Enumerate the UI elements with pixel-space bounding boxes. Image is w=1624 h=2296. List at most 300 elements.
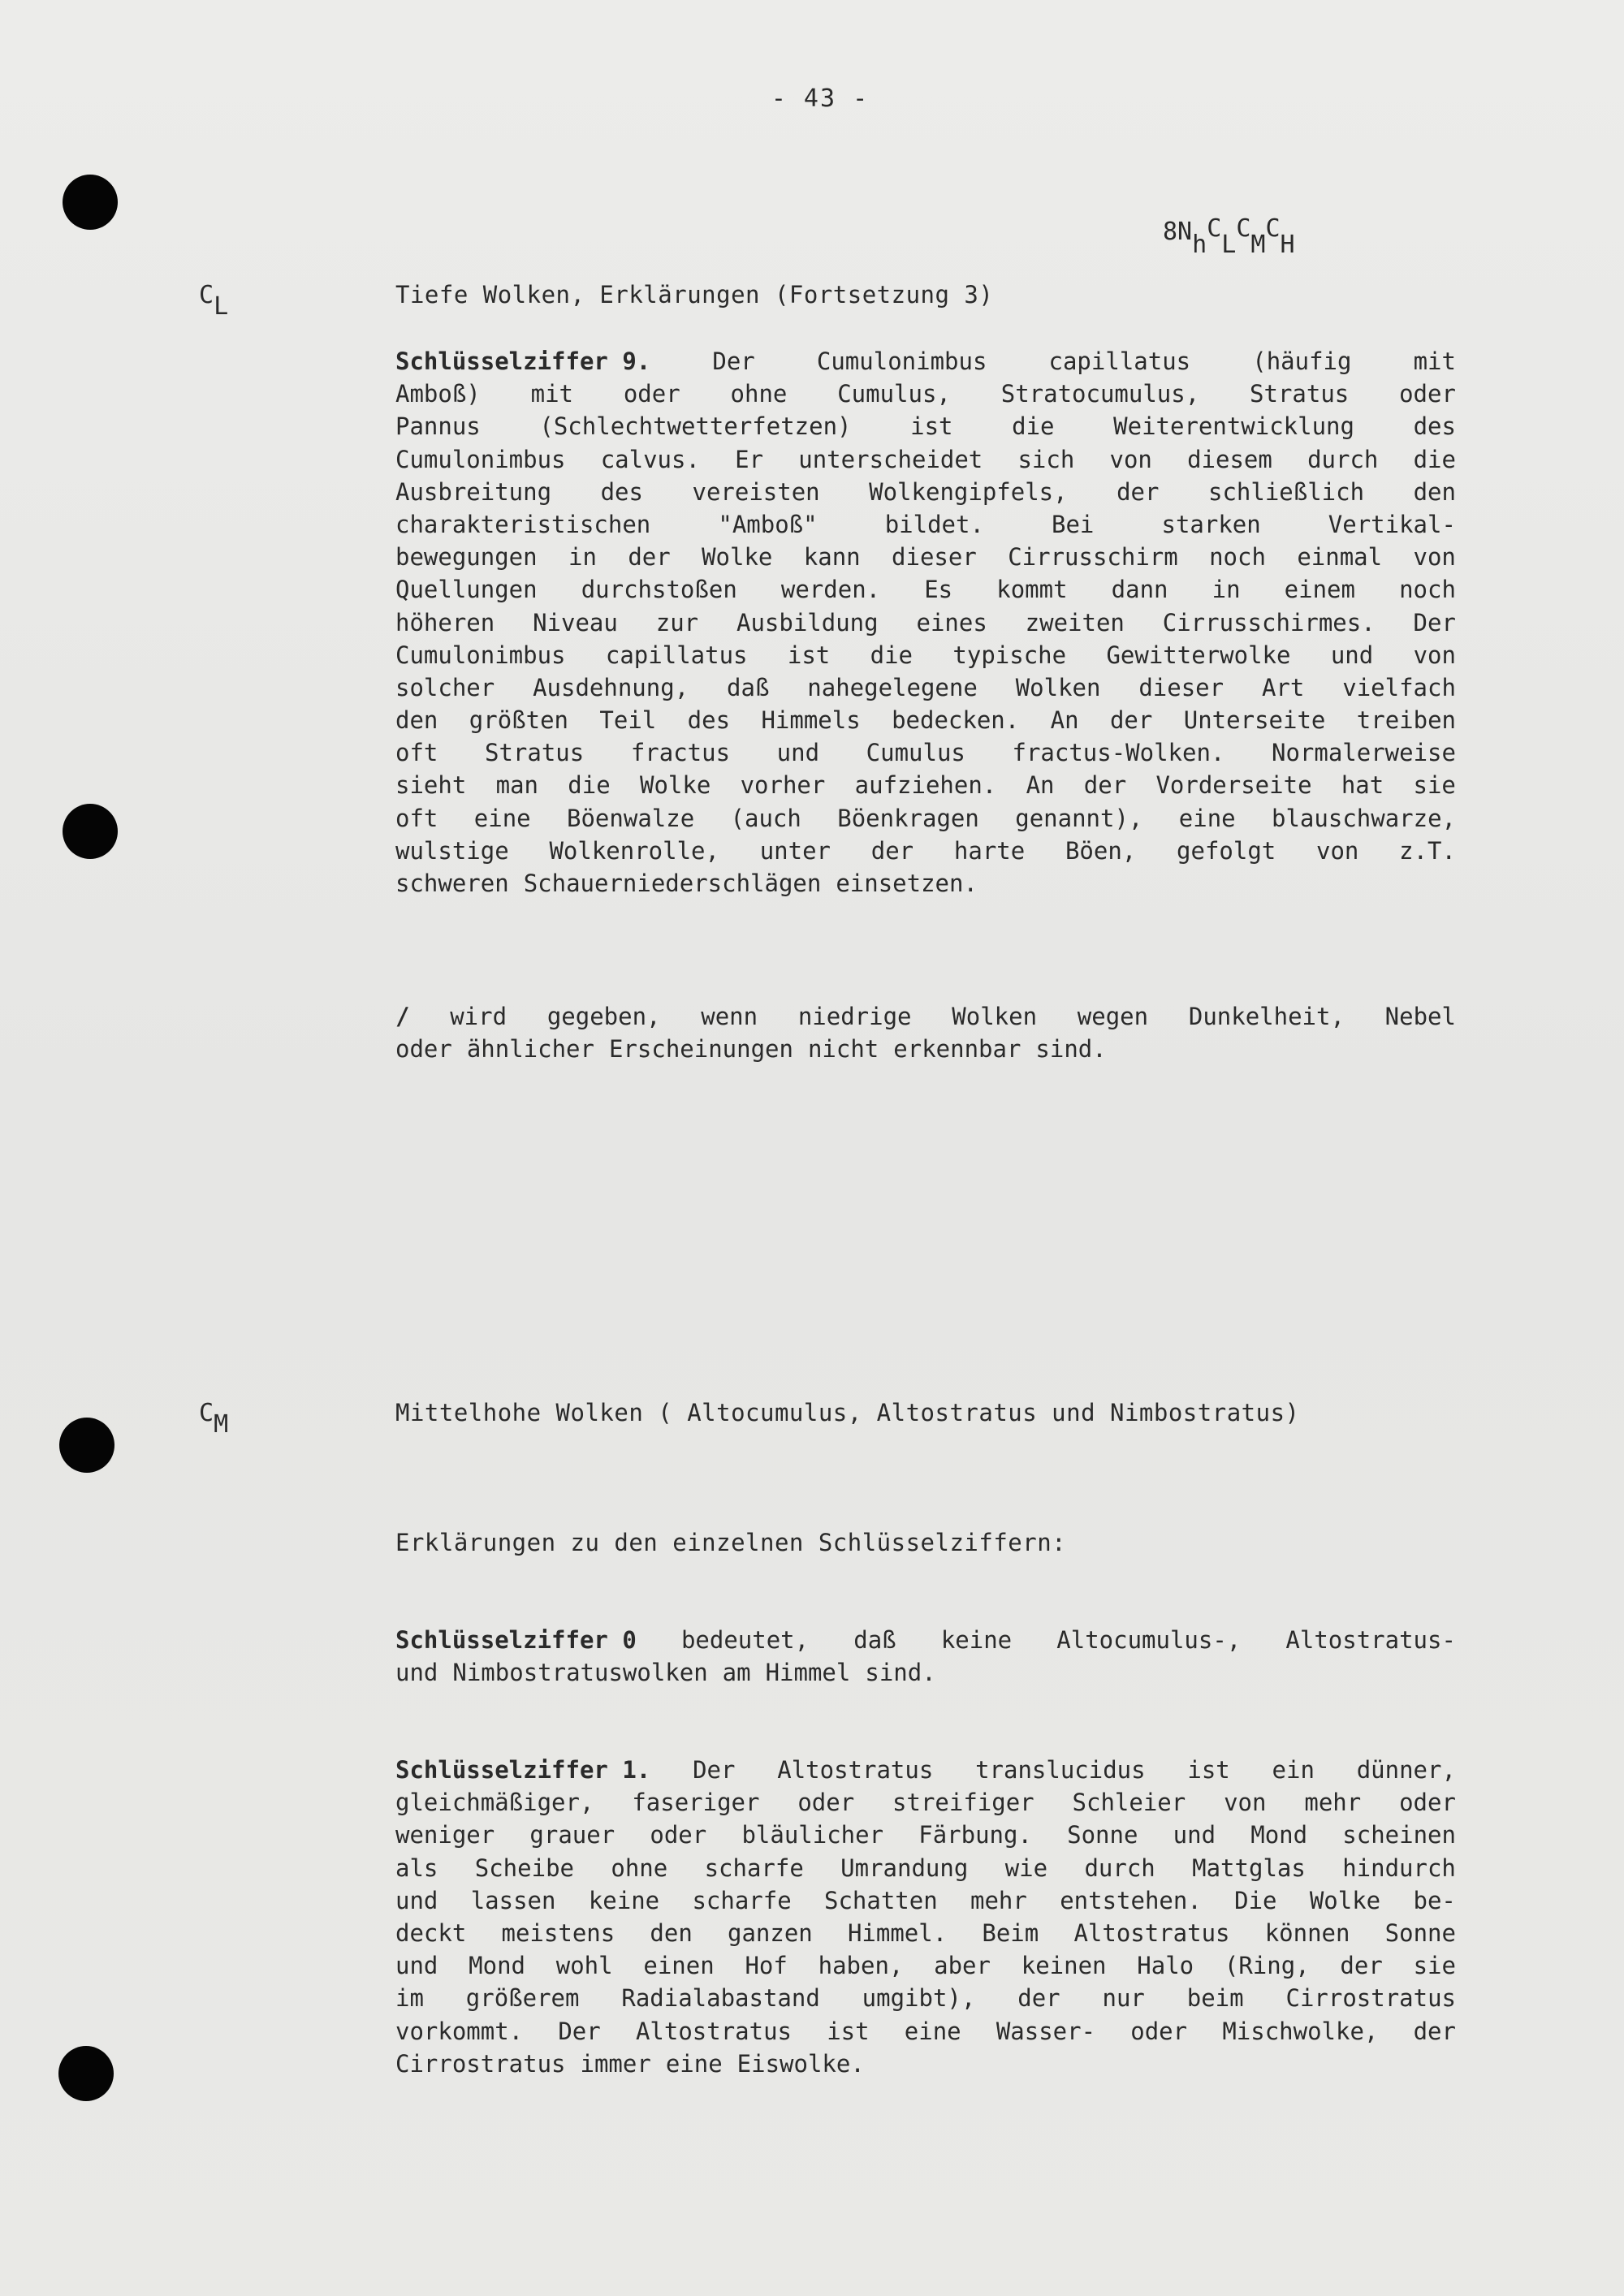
key1-word: Sonne bbox=[1067, 1821, 1138, 1849]
key0-word: daß bbox=[853, 1626, 896, 1654]
slash-word: erkennbar bbox=[893, 1035, 1021, 1064]
key9-word: des bbox=[1413, 412, 1456, 441]
key9-word: der bbox=[1083, 771, 1127, 800]
slash-word: Wolken bbox=[952, 1003, 1038, 1030]
key9-word: bedecken. bbox=[892, 706, 1020, 735]
key9-word: genannt), bbox=[1015, 804, 1143, 832]
slash-line bbox=[395, 1000, 1456, 1033]
key9-word: schweren bbox=[395, 870, 509, 897]
key1-line bbox=[395, 1786, 1456, 1819]
key1-word: wie bbox=[1004, 1854, 1048, 1882]
key1-word: lassen bbox=[470, 1886, 556, 1914]
key1-word: translucidus bbox=[975, 1756, 1146, 1784]
key9-word: fractus bbox=[630, 739, 731, 767]
heading-cl: Tiefe Wolken, Erklärungen (Fortsetzung 3) bbox=[395, 281, 994, 309]
slash-line bbox=[395, 1033, 1456, 1065]
key9-word: Pannus bbox=[395, 412, 481, 441]
key9-word: Himmels bbox=[761, 706, 861, 735]
key9-word: in bbox=[1212, 576, 1241, 604]
key9-word: blauschwarze, bbox=[1272, 804, 1456, 832]
key1-word: Beim bbox=[982, 1918, 1039, 1947]
key9-line bbox=[395, 345, 1456, 378]
key9-word: einmal bbox=[1297, 543, 1383, 572]
key9-word: noch bbox=[1209, 543, 1266, 572]
key9-word: sieht bbox=[395, 771, 467, 800]
key0-keyword: Schlüsselziffer 0 bbox=[395, 1626, 637, 1654]
margin-label-cm bbox=[199, 1399, 229, 1439]
key9-word: Cumulonimbus bbox=[816, 347, 987, 375]
key1-word: der bbox=[1017, 1984, 1060, 2013]
key1-line bbox=[395, 1754, 1456, 1786]
key9-word: (auch bbox=[730, 804, 801, 832]
key9-word: Ausbreitung bbox=[395, 477, 552, 506]
key1-word: und bbox=[395, 1952, 438, 1980]
key1-word: Cirrostratus bbox=[395, 2049, 566, 2078]
key9-line bbox=[395, 835, 1456, 867]
key9-word: des bbox=[687, 706, 731, 735]
key9-word: Unterseite bbox=[1183, 706, 1326, 735]
key9-line bbox=[395, 573, 1456, 606]
key1-word: Radialabastand bbox=[621, 1984, 820, 2013]
key1-line bbox=[395, 1819, 1456, 1851]
key9-word: die bbox=[1413, 445, 1456, 473]
margin-label-cm-sub: M bbox=[214, 1410, 229, 1439]
key9-word: nahegelegene bbox=[807, 673, 978, 701]
key0-word: am bbox=[722, 1659, 751, 1687]
key9-word: Amboß) bbox=[395, 380, 481, 408]
key9-line bbox=[395, 476, 1456, 508]
key1-word: Sonne bbox=[1384, 1918, 1456, 1947]
margin-label-cl-sub: L bbox=[214, 292, 229, 321]
key1-word: Umrandung bbox=[840, 1854, 969, 1882]
key1-line bbox=[395, 1949, 1456, 1982]
code-c3: C bbox=[1265, 214, 1281, 243]
key9-word: Teil bbox=[599, 706, 657, 735]
key9-word: schließlich bbox=[1208, 477, 1365, 506]
key1-word: scharfe bbox=[704, 1854, 804, 1882]
key1-word: entstehen. bbox=[1060, 1886, 1202, 1914]
key9-word: Normalerweise bbox=[1272, 739, 1456, 767]
key9-word: diesem bbox=[1187, 445, 1272, 473]
key9-word: dann bbox=[1111, 576, 1168, 604]
key9-word: dieser bbox=[892, 543, 977, 572]
key1-word: Altostratus bbox=[635, 2017, 792, 2045]
key9-word: An bbox=[1026, 771, 1055, 800]
key0-word: Altostratus- bbox=[1285, 1626, 1456, 1654]
key1-word: Scheibe bbox=[474, 1854, 574, 1882]
slash-word: Erscheinungen bbox=[608, 1035, 793, 1064]
key1-word: umgibt), bbox=[862, 1984, 976, 2013]
key1-word: beim bbox=[1186, 1984, 1244, 2013]
key9-word: capillatus bbox=[1048, 347, 1191, 375]
key0-word: keine bbox=[940, 1626, 1013, 1654]
key1-word: einen bbox=[643, 1952, 715, 1980]
punch-hole-1 bbox=[63, 175, 118, 230]
key1-word: Mischwolke, bbox=[1222, 2017, 1379, 2045]
key1-word: durch bbox=[1084, 1854, 1155, 1882]
key1-line bbox=[395, 2048, 1456, 2080]
key9-word: aufziehen. bbox=[854, 771, 997, 800]
key9-word: mit bbox=[530, 380, 573, 408]
key1-word: dünner, bbox=[1356, 1756, 1456, 1784]
key9-word: kann bbox=[803, 543, 861, 572]
key9-word: eine bbox=[473, 804, 531, 832]
key1-word: nur bbox=[1102, 1984, 1145, 2013]
key9-line bbox=[395, 606, 1456, 639]
code-sub-h: h bbox=[1192, 231, 1207, 259]
key9-word: Stratocumulus, bbox=[1000, 380, 1200, 408]
key1-word: von bbox=[1224, 1789, 1267, 1817]
key1-word: Der bbox=[693, 1756, 736, 1784]
key1-word: mehr bbox=[1304, 1789, 1362, 1817]
key9-word: unterscheidet bbox=[798, 445, 983, 473]
key1-word: Wolke bbox=[1309, 1886, 1381, 1914]
key1-word: keinen bbox=[1021, 1952, 1107, 1980]
key9-word: Böenwalze bbox=[567, 804, 695, 832]
key1-word: ganzen bbox=[728, 1918, 813, 1947]
key9-word: Schauerniederschlägen bbox=[523, 870, 822, 897]
key9-word: sich bbox=[1017, 445, 1075, 473]
key1-word: Mattglas bbox=[1192, 1854, 1306, 1882]
key9-word: starken bbox=[1161, 510, 1261, 538]
key1-word: Altostratus bbox=[1073, 1918, 1230, 1947]
key9-word: Ausbildung bbox=[736, 608, 879, 637]
key9-word: Niveau bbox=[533, 608, 618, 637]
slash-word: wegen bbox=[1077, 1003, 1149, 1030]
key1-word: Cirrostratus bbox=[1285, 1984, 1456, 2013]
slash-word: gegeben, bbox=[546, 1003, 661, 1030]
key1-word: meistens bbox=[501, 1918, 615, 1947]
punch-hole-2 bbox=[63, 804, 118, 859]
key9-word: der bbox=[1116, 477, 1160, 506]
key1-word: Der bbox=[558, 2017, 601, 2045]
key1-word: größerem bbox=[465, 1984, 580, 2013]
key1-word: Himmel. bbox=[847, 1918, 948, 1947]
key0-word: bedeutet, bbox=[680, 1626, 810, 1654]
key1-word: Hof bbox=[745, 1952, 788, 1980]
key9-word: die bbox=[870, 641, 914, 669]
slash-word: Nebel bbox=[1384, 1003, 1456, 1030]
key9-word: Cirrusschirm bbox=[1008, 543, 1178, 572]
key1-word: der bbox=[1340, 1952, 1383, 1980]
key1-word: oder bbox=[1130, 2017, 1188, 2045]
paragraph-slash bbox=[395, 1000, 1456, 1065]
code-prefix: 8N bbox=[1163, 218, 1193, 246]
key0-word: sind. bbox=[865, 1659, 936, 1687]
key9-word: unter bbox=[759, 836, 831, 865]
key9-word: hat bbox=[1341, 771, 1384, 800]
key9-word: daß bbox=[727, 673, 770, 701]
key9-word: oft bbox=[395, 739, 438, 767]
slash-word: wird bbox=[450, 1003, 508, 1030]
intro-cm: Erklärungen zu den einzelnen Schlüsselziffern: bbox=[395, 1529, 1067, 1556]
paragraph-key-9 bbox=[395, 345, 1456, 900]
punch-hole-3 bbox=[59, 1418, 114, 1473]
key9-line bbox=[395, 443, 1456, 476]
page-number: - 43 - bbox=[771, 84, 870, 113]
key9-word: einsetzen. bbox=[836, 870, 978, 897]
slash-word: nicht bbox=[807, 1035, 879, 1064]
key9-word: z.T. bbox=[1399, 836, 1456, 865]
key1-word: deckt bbox=[395, 1918, 467, 1947]
key9-word: des bbox=[600, 477, 643, 506]
key9-word: Ausdehnung, bbox=[533, 673, 689, 701]
key9-word: bewegungen bbox=[395, 543, 538, 572]
key9-word: durch bbox=[1307, 445, 1379, 473]
key9-word: Cumulus bbox=[866, 739, 965, 767]
key9-word: Der bbox=[1413, 608, 1456, 637]
key9-word: vielfach bbox=[1342, 673, 1456, 701]
key9-word: ist bbox=[910, 412, 953, 441]
key1-word: den bbox=[650, 1918, 693, 1947]
key1-line bbox=[395, 2015, 1456, 2048]
key9-word: sie bbox=[1413, 771, 1456, 800]
key9-line bbox=[395, 639, 1456, 671]
key9-word: vereisten bbox=[692, 477, 820, 506]
margin-label-cm-base: C bbox=[199, 1399, 214, 1427]
key1-word: Die bbox=[1234, 1886, 1277, 1914]
key9-word: die bbox=[568, 771, 611, 800]
key9-word: capillatus bbox=[605, 641, 748, 669]
key9-word: Art bbox=[1261, 673, 1305, 701]
key9-line bbox=[395, 704, 1456, 736]
key1-word: Schleier bbox=[1072, 1789, 1186, 1817]
key9-word: Böen, bbox=[1065, 836, 1137, 865]
key0-word: und bbox=[395, 1659, 438, 1687]
key9-word: Wolkengipfels, bbox=[869, 477, 1068, 506]
key9-word: Vertikal- bbox=[1328, 510, 1456, 538]
key0-line bbox=[395, 1656, 1456, 1689]
key9-line bbox=[395, 769, 1456, 801]
key9-word: Weiterentwicklung bbox=[1113, 412, 1354, 441]
key9-word: Stratus bbox=[1250, 380, 1350, 408]
key9-word: größten bbox=[469, 706, 569, 735]
code-sub-m: M bbox=[1250, 231, 1266, 259]
key9-word: Bei bbox=[1052, 510, 1095, 538]
key9-word: von bbox=[1413, 641, 1456, 669]
code-sub-h2: H bbox=[1280, 231, 1295, 259]
key1-word: ist bbox=[1187, 1756, 1230, 1784]
key0-line bbox=[395, 1624, 1456, 1656]
key1-word: be- bbox=[1413, 1886, 1456, 1914]
key9-word: kommt bbox=[996, 576, 1068, 604]
key1-word: mehr bbox=[970, 1886, 1027, 1914]
key9-word: werden. bbox=[780, 576, 881, 604]
key9-word: Wolke bbox=[702, 543, 773, 572]
key9-word: mit bbox=[1413, 347, 1456, 375]
key1-word: oder bbox=[797, 1789, 855, 1817]
slash-word: Dunkelheit, bbox=[1188, 1003, 1345, 1030]
key9-word: der bbox=[870, 836, 914, 865]
slash-word: sind. bbox=[1035, 1035, 1107, 1064]
key9-word: Der bbox=[712, 347, 755, 375]
key9-word: ohne bbox=[730, 380, 788, 408]
key9-word: der bbox=[1109, 706, 1153, 735]
key1-word: vorkommt. bbox=[395, 2017, 524, 2045]
code-group bbox=[1163, 214, 1295, 259]
key1-word: Altostratus bbox=[777, 1756, 934, 1784]
key1-line bbox=[395, 1852, 1456, 1884]
slash-word: ähnlicher bbox=[466, 1035, 594, 1064]
key9-word: Stratus bbox=[485, 739, 585, 767]
key1-word: hindurch bbox=[1342, 1854, 1456, 1882]
code-sub-l: L bbox=[1221, 231, 1237, 259]
key1-word: oder bbox=[650, 1821, 707, 1849]
key9-line bbox=[395, 508, 1456, 541]
key1-word: faseriger bbox=[632, 1789, 760, 1817]
key9-word: und bbox=[1330, 641, 1374, 669]
code-c1: C bbox=[1207, 214, 1222, 243]
key1-word: Eiswolke. bbox=[736, 2049, 865, 2078]
key9-word: von bbox=[1316, 836, 1359, 865]
slash-keyword: / bbox=[395, 1003, 410, 1030]
key9-line bbox=[395, 378, 1456, 410]
key1-word: Halo bbox=[1137, 1952, 1194, 1980]
slash-word: oder bbox=[395, 1035, 452, 1064]
key1-keyword: Schlüsselziffer 1. bbox=[395, 1756, 651, 1784]
key9-word: Cumulus, bbox=[837, 380, 951, 408]
key1-word: oder bbox=[1399, 1789, 1456, 1817]
key9-line bbox=[395, 541, 1456, 573]
key1-word: Färbung. bbox=[918, 1821, 1032, 1849]
key9-word: in bbox=[568, 543, 597, 572]
key9-word: den bbox=[1413, 477, 1456, 506]
key9-word: fractus-Wolken. bbox=[1012, 739, 1225, 767]
key1-word: streifiger bbox=[892, 1789, 1034, 1817]
key1-word: wohl bbox=[555, 1952, 613, 1980]
key1-word: scharfe bbox=[692, 1886, 792, 1914]
key9-line bbox=[395, 736, 1456, 769]
code-c2: C bbox=[1236, 214, 1251, 243]
key9-word: noch bbox=[1399, 576, 1456, 604]
key9-word: Böenkragen bbox=[837, 804, 979, 832]
key1-word: Schatten bbox=[824, 1886, 938, 1914]
key1-word: als bbox=[395, 1854, 438, 1882]
key9-word: Gewitterwolke bbox=[1106, 641, 1291, 669]
key1-word: keine bbox=[588, 1886, 660, 1914]
key9-word: einem bbox=[1284, 576, 1355, 604]
margin-label-cl-base: C bbox=[199, 281, 214, 309]
key9-word: man bbox=[495, 771, 538, 800]
key1-word: können bbox=[1264, 1918, 1350, 1947]
key9-word: vorher bbox=[740, 771, 826, 800]
key1-word: aber bbox=[934, 1952, 991, 1980]
heading-cm: Mittelhohe Wolken ( Altocumulus, Altostratus und Nimbostratus) bbox=[395, 1399, 1300, 1426]
key1-word: eine bbox=[665, 2049, 723, 2078]
key9-word: An bbox=[1050, 706, 1079, 735]
key9-word: höheren bbox=[395, 608, 495, 637]
key9-word: typische bbox=[952, 641, 1067, 669]
key9-word: bildet. bbox=[884, 510, 984, 538]
key9-word: Wolkenrolle, bbox=[549, 836, 719, 865]
key9-word: die bbox=[1012, 412, 1055, 441]
key9-word: dieser bbox=[1138, 673, 1224, 701]
key9-word: den bbox=[395, 706, 438, 735]
key1-word: sie bbox=[1413, 1952, 1456, 1980]
slash-word: wenn bbox=[701, 1003, 758, 1030]
key9-word: wulstige bbox=[395, 836, 509, 865]
key9-word: charakteristischen bbox=[395, 510, 651, 538]
key9-word: Cumulonimbus bbox=[395, 641, 566, 669]
key1-word: Mond bbox=[1250, 1821, 1308, 1849]
key0-word: Altocumulus-, bbox=[1056, 1626, 1242, 1654]
key9-word: oft bbox=[395, 804, 438, 832]
key1-word: scheinen bbox=[1342, 1821, 1456, 1849]
key9-word: Wolke bbox=[639, 771, 711, 800]
key9-word: treiben bbox=[1356, 706, 1456, 735]
key9-line bbox=[395, 867, 1456, 900]
key9-word: der bbox=[628, 543, 671, 572]
key9-word: zweiten bbox=[1025, 608, 1125, 637]
key9-keyword: Schlüsselziffer 9. bbox=[395, 347, 651, 375]
key1-word: und bbox=[1173, 1821, 1216, 1849]
key9-word: eine bbox=[1178, 804, 1236, 832]
paragraph-key-1 bbox=[395, 1754, 1456, 2080]
key1-word: Mond bbox=[469, 1952, 525, 1980]
key9-word: von bbox=[1109, 445, 1152, 473]
key1-word: immer bbox=[580, 2049, 651, 2078]
key9-line bbox=[395, 802, 1456, 835]
key9-word: Cumulonimbus bbox=[395, 445, 566, 473]
key9-word: Cirrusschirmes. bbox=[1162, 608, 1376, 637]
key9-word: Es bbox=[924, 576, 953, 604]
key1-word: gleichmäßiger, bbox=[395, 1789, 594, 1817]
key9-word: solcher bbox=[395, 673, 495, 701]
key9-line bbox=[395, 410, 1456, 442]
paragraph-key-0 bbox=[395, 1624, 1456, 1689]
key9-word: Quellungen bbox=[395, 576, 538, 604]
key1-line bbox=[395, 1982, 1456, 2014]
key1-word: ist bbox=[827, 2017, 870, 2045]
key9-word: Wolken bbox=[1015, 673, 1101, 701]
key1-word: ohne bbox=[611, 1854, 668, 1882]
key1-word: der bbox=[1413, 2017, 1456, 2045]
slash-word: niedrige bbox=[797, 1003, 912, 1030]
key9-word: von bbox=[1413, 543, 1456, 572]
key1-word: weniger bbox=[395, 1821, 495, 1849]
key1-word: ein bbox=[1272, 1756, 1315, 1784]
key1-word: grauer bbox=[529, 1821, 615, 1849]
key1-word: (Ring, bbox=[1224, 1952, 1310, 1980]
key9-word: durchstoßen bbox=[581, 576, 737, 604]
key9-word: "Amboß" bbox=[718, 510, 818, 538]
key9-line bbox=[395, 671, 1456, 704]
key1-word: bläulicher bbox=[741, 1821, 884, 1849]
key9-word: Er bbox=[735, 445, 764, 473]
key9-word: harte bbox=[953, 836, 1026, 865]
key9-word: eines bbox=[916, 608, 987, 637]
key9-word: oder bbox=[1399, 380, 1456, 408]
key1-word: haben, bbox=[818, 1952, 904, 1980]
key1-line bbox=[395, 1884, 1456, 1917]
key9-word: oder bbox=[623, 380, 680, 408]
punch-hole-4 bbox=[58, 2046, 114, 2101]
key9-word: gefolgt bbox=[1177, 836, 1276, 865]
key0-word: Nimbostratuswolken bbox=[452, 1659, 708, 1687]
key9-word: und bbox=[776, 739, 820, 767]
key1-word: im bbox=[395, 1984, 424, 2013]
key9-word: ist bbox=[787, 641, 831, 669]
key1-line bbox=[395, 1917, 1456, 1949]
key1-word: und bbox=[395, 1886, 438, 1914]
margin-label-cl bbox=[199, 281, 229, 321]
key9-word: zur bbox=[655, 608, 699, 637]
key9-word: (Schlechtwetterfetzen) bbox=[539, 412, 852, 441]
key1-word: eine bbox=[904, 2017, 961, 2045]
key9-word: Vorderseite bbox=[1155, 771, 1312, 800]
key9-word: calvus. bbox=[600, 445, 700, 473]
key0-word: Himmel bbox=[765, 1659, 851, 1687]
